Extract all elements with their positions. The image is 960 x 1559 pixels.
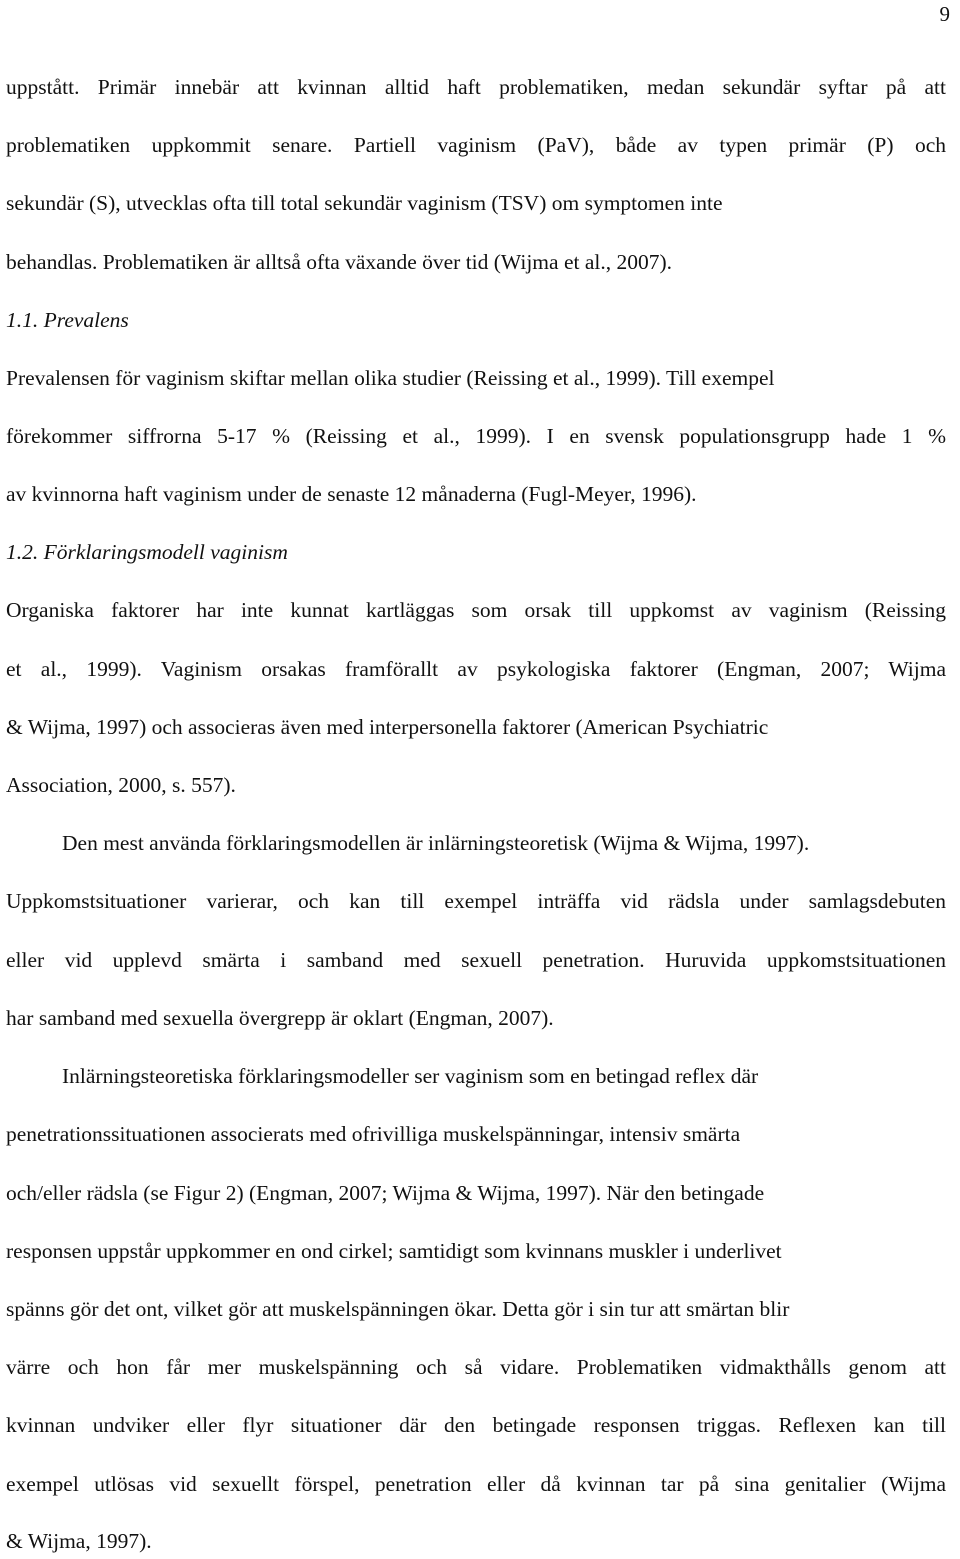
text-line: exempel utlösas vid sexuellt förspel, penetration eller då kvinnan tar på sina genitalier (Wijma bbox=[6, 1472, 946, 1496]
text-line: Den mest använda förklaringsmodellen är inlärningsteoretisk (Wijma & Wijma, 1997). bbox=[62, 831, 810, 855]
text-line: sekundär (S), utvecklas ofta till total sekundär vaginism (TSV) om symptomen inte bbox=[6, 191, 723, 215]
text-line: & Wijma, 1997). bbox=[6, 1529, 152, 1553]
text-line: har samband med sexuella övergrepp är oklart (Engman, 2007). bbox=[6, 1006, 554, 1030]
text-line: av kvinnorna haft vaginism under de senaste 12 månaderna (Fugl-Meyer, 1996). bbox=[6, 482, 697, 506]
text-line: penetrationssituationen associerats med ofrivilliga muskelspänningar, intensiv smärta bbox=[6, 1122, 741, 1146]
text-line: och/eller rädsla (se Figur 2) (Engman, 2007; Wijma & Wijma, 1997). När den betingade bbox=[6, 1181, 765, 1205]
text-line: Inlärningsteoretiska förklaringsmodeller ser vaginism som en betingad reflex där bbox=[62, 1064, 759, 1088]
text-line: & Wijma, 1997) och associeras även med interpersonella faktorer (American Psychiatric bbox=[6, 715, 769, 739]
text-line: Organiska faktorer har inte kunnat kartläggas som orsak till uppkomst av vaginism (Reissing bbox=[6, 598, 946, 622]
text-line: förekommer siffrorna 5-17 % (Reissing et al., 1999). I en svensk populationsgrupp hade 1 % bbox=[6, 424, 946, 448]
section-heading-forklaringsmodell: 1.2. Förklaringsmodell vaginism bbox=[6, 540, 288, 564]
page-number: 9 bbox=[939, 2, 950, 26]
text-line: Association, 2000, s. 557). bbox=[6, 773, 236, 797]
text-line: problematiken uppkommit senare. Partiell vaginism (PaV), både av typen primär (P) och bbox=[6, 133, 946, 157]
section-heading-prevalens: 1.1. Prevalens bbox=[6, 308, 129, 332]
text-line: Uppkomstsituationer varierar, och kan till exempel inträffa vid rädsla under samlagsdebuten bbox=[6, 889, 946, 913]
text-line: kvinnan undviker eller flyr situationer där den betingade responsen triggas. Reflexen kan till bbox=[6, 1413, 946, 1437]
text-line: uppstått. Primär innebär att kvinnan alltid haft problematiken, medan sekundär syftar på att bbox=[6, 75, 946, 99]
text-line: spänns gör det ont, vilket gör att muskelspänningen ökar. Detta gör i sin tur att smärtan blir bbox=[6, 1297, 790, 1321]
text-line: responsen uppstår uppkommer en ond cirkel; samtidigt som kvinnans muskler i underlivet bbox=[6, 1239, 782, 1263]
text-line: värre och hon får mer muskelspänning och så vidare. Problematiken vidmakthålls genom att bbox=[6, 1355, 946, 1379]
text-line: Prevalensen för vaginism skiftar mellan olika studier (Reissing et al., 1999). Till exempel bbox=[6, 366, 775, 390]
text-line: et al., 1999). Vaginism orsakas framförallt av psykologiska faktorer (Engman, 2007; Wijma bbox=[6, 657, 946, 681]
text-line: eller vid upplevd smärta i samband med sexuell penetration. Huruvida uppkomstsituationen bbox=[6, 948, 946, 972]
text-line: behandlas. Problematiken är alltså ofta växande över tid (Wijma et al., 2007). bbox=[6, 250, 673, 274]
